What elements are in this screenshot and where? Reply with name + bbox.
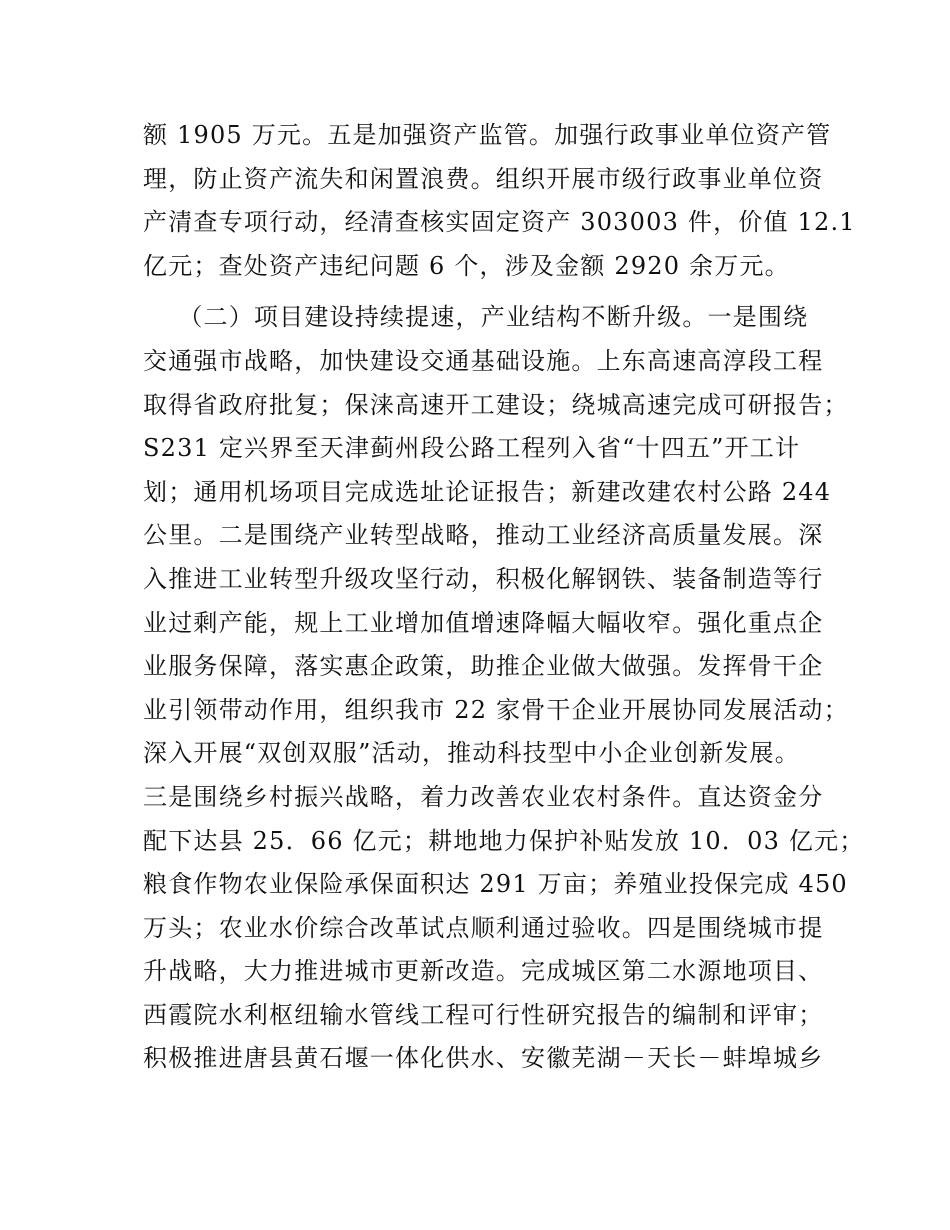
section-heading-line: （二）项目建设持续提速，产业结构不断升级。一是围绕 <box>143 303 809 332</box>
text-line: 粮食作物农业保险承保面积达 291 万亩；养殖业投保完成 450 <box>143 870 848 899</box>
text-line: 三是围绕乡村振兴战略，着力改善农业农村条件。直达资金分 <box>143 782 824 811</box>
text-line: 产清查专项行动，经清查核实固定资产 303003 件，价值 12.1 <box>143 208 856 237</box>
text-line: 业过剩产能，规上工业增加值增速降幅大幅收窄。强化重点企 <box>143 608 824 637</box>
paragraph-asset-management <box>143 114 856 288</box>
paragraph-spacer <box>143 288 823 296</box>
text-line: 公里。二是围绕产业转型战略，推动工业经济高质量发展。深 <box>143 521 824 550</box>
text-line: S231 定兴界至天津蓟州段公路工程列入省“十四五”开工计 <box>143 434 801 463</box>
text-line: 配下达县 25．66 亿元；耕地地力保护补贴发放 10．03 亿元； <box>143 826 865 855</box>
text-line: 理，防止资产流失和闲置浪费。组织开展市级行政事业单位资 <box>143 164 824 193</box>
text-line: 积极推进唐县黄石堰一体化供水、安徽芜湖－天长－蚌埠城乡 <box>143 1044 824 1073</box>
text-line: 深入开展“双创双服”活动，推动科技型中小企业创新发展。 <box>143 739 800 768</box>
text-line: 业服务保障，落实惠企政策，助推企业做大做强。发挥骨干企 <box>143 652 824 681</box>
text-line: 亿元；查处资产违纪问题 6 个，涉及金额 2920 余万元。 <box>143 251 790 280</box>
text-line: 万头；农业水价综合改革试点顺利通过验收。四是围绕城市提 <box>143 913 824 942</box>
document-body <box>143 114 865 1081</box>
text-line: 入推进工业转型升级攻坚行动，积极化解钢铁、装备制造等行 <box>143 564 824 593</box>
text-line: 西霞院水利枢纽输水管线工程可行性研究报告的编制和评审； <box>143 1000 824 1029</box>
text-line: 业引领带动作用，组织我市 22 家骨干企业开展协同发展活动； <box>143 695 849 724</box>
text-line: 取得省政府批复；保涞高速开工建设；绕城高速完成可研报告； <box>143 390 849 419</box>
text-line: 额 1905 万元。五是加强资产监管。加强行政事业单位资产管 <box>143 121 832 149</box>
text-line: 升战略，大力推进城市更新改造。完成城区第二水源地项目、 <box>143 957 824 986</box>
text-line: 划；通用机场项目完成选址论证报告；新建改建农村公路 244 <box>143 477 832 506</box>
text-line: 交通强市战略，加快建设交通基础设施。上东高速高淳段工程 <box>143 346 824 375</box>
paragraph-project-construction <box>143 296 865 1081</box>
